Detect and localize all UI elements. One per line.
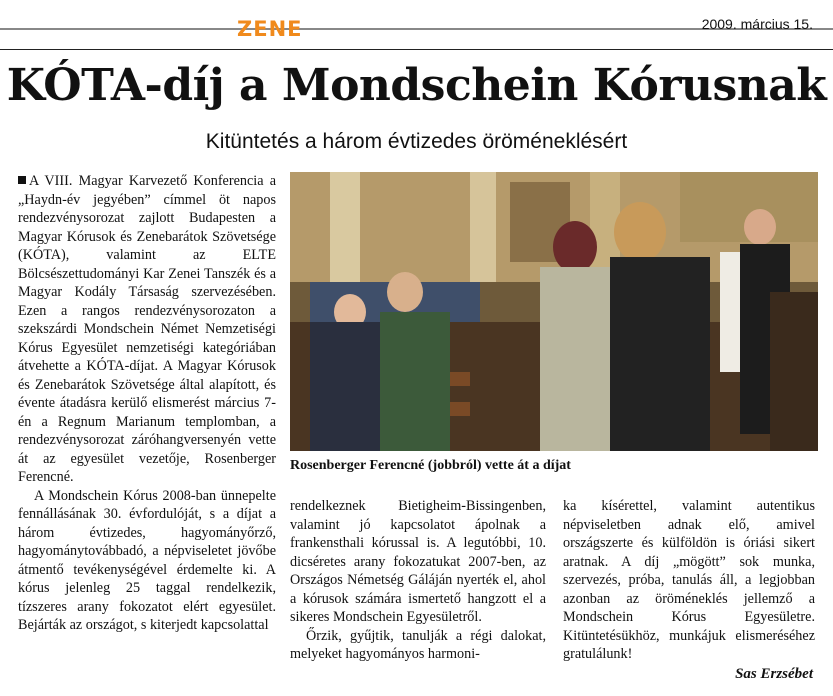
column-3 xyxy=(563,497,815,664)
paragraph-songs: Őrzik, gyűjtik, tanulják a régi dalokat, melyeket hagyományos harmoni- xyxy=(290,627,546,662)
column-2 xyxy=(290,497,546,664)
headline: KÓTA-díj a Mondschein Kórusnak xyxy=(6,60,827,111)
column-1 xyxy=(18,172,276,635)
section-label: ZENE xyxy=(237,17,303,41)
title-rule xyxy=(0,49,833,50)
paragraph-intro: A VIII. Magyar Karvezető Konferencia a „Haydn-év jegyében” címmel öt napos rendezvénysorozat zajlott Budapesten a Magyar Kórusok és Zenebarátok Szövetsége (KÓTA), valamint az ELTE Bölcsészettudományi Kar Zenei Tanszék és a Magyar Kodály Társaság szervezésében. Ezen a rangos rendezvénysorozaton a szekszárdi Mondschein Német Nemzetiségi Kórus Egyesület nemzetiségi kategóriában átvehette a KÓTA-díjat. A Magyar Kórusok és Zenebarátok Szövetsége által alapított, és évente átadásra kerülő elismerést március 7-én a Regnum Marianum templomban, a rendezvénysorozat záróhangversenyén vette át az egyesület vezetője, Rosenberger Ferencné. xyxy=(18,173,276,485)
photo-caption: Rosenberger Ferencné (jobbról) vette át a díjat xyxy=(290,458,571,473)
paragraph-anniversary: A Mondschein Kórus 2008-ban ünnepelte fennállásának 30. évfordulóját, s a díjat a három évtizedes, hagyományőrző, hagyománytovábbadó, a népviseletet jövőbe átmentő tevékenységével érdemelte ki. A kórus jelenleg 25 taggal rendelkezik, tízszeres arany fokozatot elért egyesület. Bejárták az országot, s kiterjedt kapcsolattal xyxy=(18,487,276,633)
bullet-square-icon xyxy=(18,176,26,184)
article-photo xyxy=(290,172,818,451)
paragraph-connections: rendelkeznek Bietigheim-Bissingenben, valamint jó kapcsolatot ápolnak a frankensthali kórussal is. A legutóbbi, 10. dicséretes arany fokozatukat 2007-ben, az Országos Németség Gáláján nyerték el, ahol a kórusok számára ismertető hangzott el a sikeres Mondschein Egyesületről. xyxy=(290,498,546,625)
issue-date: 2009. március 15. xyxy=(701,16,813,32)
author-byline: Sas Erzsébet xyxy=(735,666,813,682)
subheadline: Kitüntetés a három évtizedes öröméneklésért xyxy=(205,130,628,153)
paragraph-closing: ka kísérettel, valamint autentikus népviseletben adnak elő, amivel országszerte és külföldön is óriási sikert aratnak. A díj „mögött” sok munka, szervezés, próba, tanulás áll, a legjobban azonban az öröméneklés jellemző a Mondschein Kórus Egyesületre. Kitüntetésükhöz, munkájuk elismeréséhez gratulálunk! xyxy=(563,498,815,662)
